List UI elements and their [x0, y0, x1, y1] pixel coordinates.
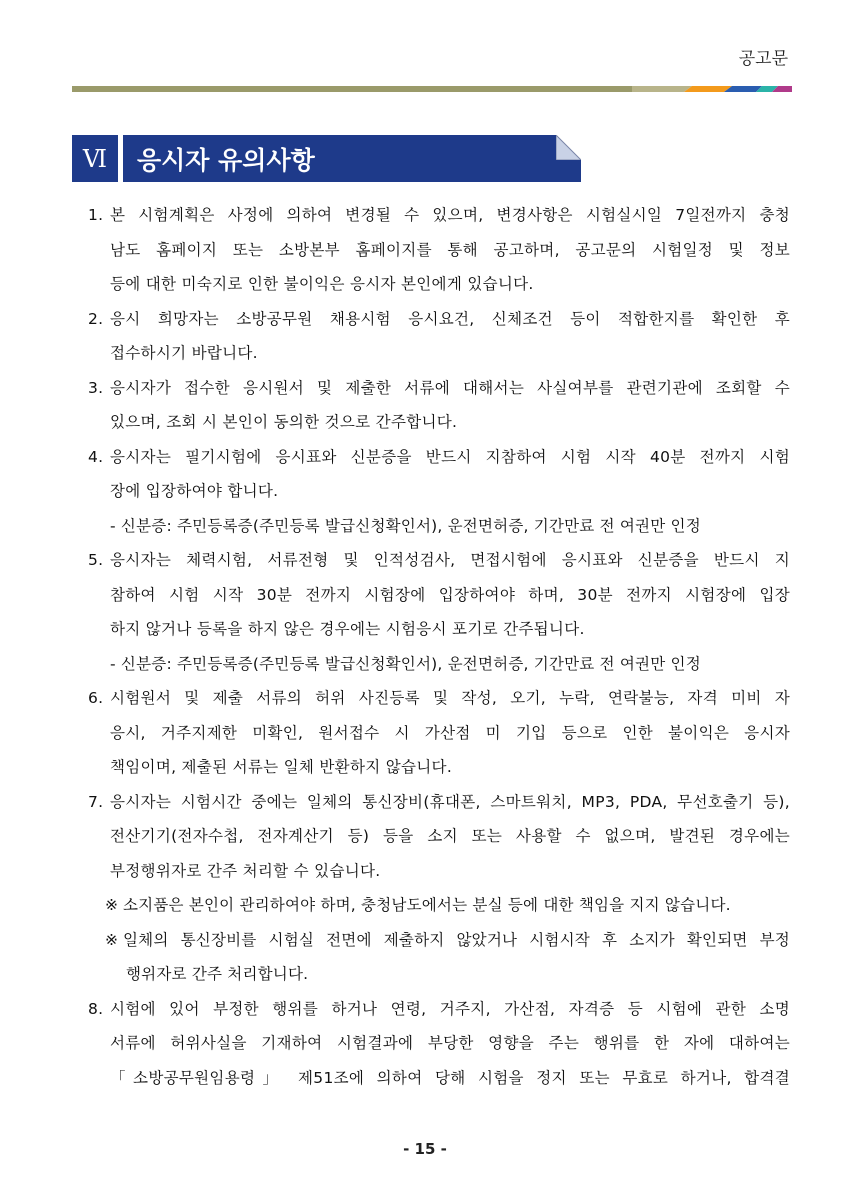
reference-mark-icon: ※	[105, 896, 119, 914]
list-item: 8. 시험에 있어 부정한 행위를 하거나 연령, 거주지, 가산점, 자격증 등 시험에 관한 소명 서류에 허위사실을 기재하여 시험결과에 부당한 영향을 주는 행위를 한 자에 대하여는 「소방공무원임용령」 제51조에 의하여 당해 시험을 정지 또는 무효로 하거나, 합격결	[88, 999, 790, 1087]
sub-item: - 신분증: 주민등록증(주민등록 발급신청확인서), 운전면허증, 기간만료 전 여권만 인정	[110, 516, 701, 535]
note-item: ※ 일체의 통신장비를 시험실 전면에 제출하지 않았거나 시험시작 후 소지가 확인되면 부정 행위자로 간주 처리합니다.	[88, 923, 790, 992]
section-title: 응시자 유의사항	[123, 135, 581, 182]
list-item: 2. 응시 희망자는 소방공무원 채용시험 응시요건, 신체조건 등이 적합한지를 확인한 후 접수하시기 바랍니다.	[88, 309, 790, 362]
list-item: 3. 응시자가 접수한 응시원서 및 제출한 서류에 대해서는 사실여부를 관련기관에 조회할 수 있으며, 조회 시 본인이 동의한 것으로 간주합니다.	[88, 378, 790, 431]
page-number: - 15 -	[403, 1140, 447, 1158]
list-item: 6. 시험원서 및 제출 서류의 허위 사진등록 및 작성, 오기, 누락, 연락불능, 자격 미비 자 응시, 거주지제한 미확인, 원서접수 시 가산점 미 기입 등으로 인한 불이익은 응시자 책임이며, 제출된 서류는 일체 반환하지 않습니다.	[88, 689, 790, 776]
notice-content	[88, 198, 790, 1095]
reference-mark-icon: ※	[105, 930, 119, 949]
section-number: Ⅵ	[72, 135, 118, 182]
header-rule	[72, 86, 792, 92]
list-item: 7. 응시자는 시험시간 중에는 일체의 통신장비(휴대폰, 스마트워치, MP3, PDA, 무선호출기 등), 전산기기(전자수첩, 전자계산기 등) 등을 소지 또는 사용할 수 없으며, 발견된 경우에는 부정행위자로 간주 처리할 수 있습니다.	[88, 792, 790, 880]
page-fold-icon	[556, 135, 581, 160]
note-item: ※ 소지품은 본인이 관리하여야 하며, 충청남도에서는 분실 등에 대한 책임을 지지 않습니다.	[88, 888, 790, 923]
sub-item: - 신분증: 주민등록증(주민등록 발급신청확인서), 운전면허증, 기간만료 전 여권만 인정	[110, 654, 701, 673]
list-item: 5. 응시자는 체력시험, 서류전형 및 인적성검사, 면접시험에 응시표와 신분증을 반드시 지 참하여 시험 시작 30분 전까지 시험장에 입장하여야 하며, 30분 전까지 시험장에 입장 하지 않거나 등록을 하지 않은 경우에는 시험응시 포기로 간주됩니다.	[88, 551, 790, 638]
page-header-label: 공고문	[738, 49, 788, 69]
list-item: 4. 응시자는 필기시험에 응시표와 신분증을 반드시 지참하여 시험 시작 40분 전까지 시험 장에 입장하여야 합니다.	[88, 447, 790, 500]
list-item: 1. 본 시험계획은 사정에 의하여 변경될 수 있으며, 변경사항은 시험실시일 7일전까지 충청 남도 홈페이지 또는 소방본부 홈페이지를 통해 공고하며, 공고문의 시험일정 및 정보 등에 대한 미숙지로 인한 불이익은 응시자 본인에게 있습니다.	[88, 206, 790, 293]
